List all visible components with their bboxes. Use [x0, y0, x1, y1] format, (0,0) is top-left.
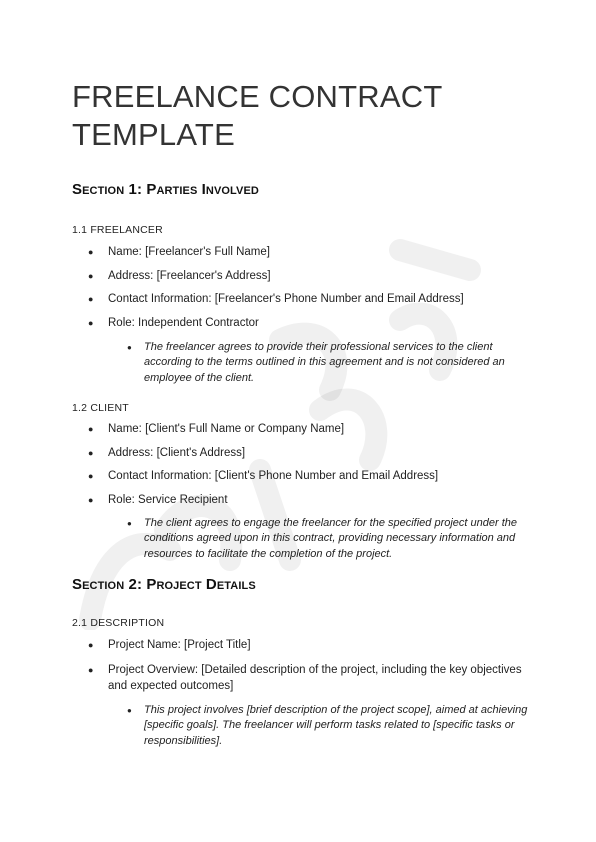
title-line-2: TEMPLATE [72, 117, 235, 152]
list-item: ● Name: [Client's Full Name or Company Name] [72, 422, 542, 436]
client-note: ● The client agrees to engage the freelancer for the specified project under the conditions agreed upon in this contract, providing necessary information and resources to facilitate the completion of the project. [72, 516, 542, 563]
description-note: ● This project involves [brief description of the project scope], aimed at achieving [specific goals]. The freelancer will perform tasks related to [specific tasks or responsibilities]. [72, 703, 542, 750]
freelancer-note-list [72, 340, 542, 387]
description-subheading: 2.1 DESCRIPTION [72, 617, 165, 629]
freelancer-list [72, 245, 542, 330]
list-item: ● Role: Independent Contractor [72, 316, 542, 330]
list-item: ● Project Name: [Project Title] [72, 638, 542, 652]
title-line-1: FREELANCE CONTRACT [72, 79, 443, 114]
section-2-heading: Section 2: Project Details [72, 576, 256, 593]
description-list [72, 638, 542, 694]
document-title [72, 78, 542, 154]
list-item: ● Project Overview: [Detailed description of the project, including the key objectives and expected outcomes] [72, 662, 542, 694]
document-content [72, 78, 542, 749]
section-1-heading: Section 1: Parties Involved [72, 181, 259, 198]
description-note-list [72, 703, 542, 750]
client-list [72, 422, 542, 507]
list-item: ● Contact Information: [Client's Phone Number and Email Address] [72, 469, 542, 483]
freelancer-subheading: 1.1 FREELANCER [72, 224, 163, 236]
list-item: ● Address: [Client's Address] [72, 446, 542, 460]
client-subheading: 1.2 CLIENT [72, 402, 129, 414]
freelancer-note: ● The freelancer agrees to provide their professional services to the client according to the terms outlined in this agreement and is not considered an employee of the client. [72, 340, 542, 387]
list-item: ● Contact Information: [Freelancer's Phone Number and Email Address] [72, 292, 542, 306]
client-note-list [72, 516, 542, 563]
list-item: ● Address: [Freelancer's Address] [72, 269, 542, 283]
list-item: ● Role: Service Recipient [72, 493, 542, 507]
list-item: ● Name: [Freelancer's Full Name] [72, 245, 542, 259]
